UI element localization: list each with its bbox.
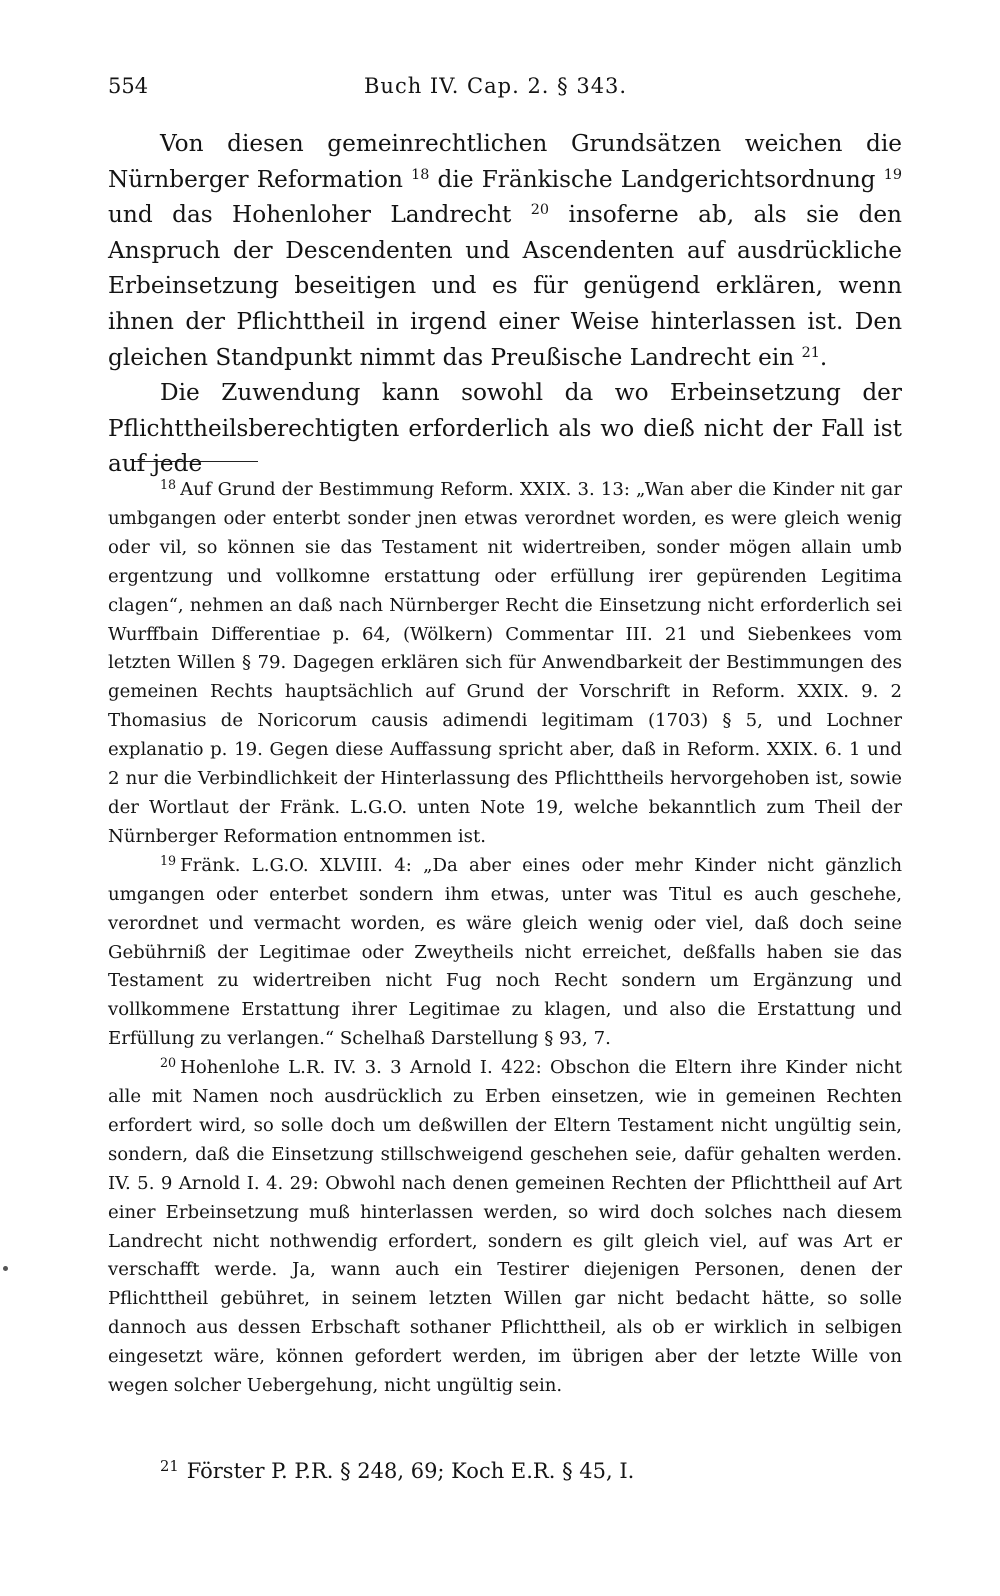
- footnote-number: 20: [160, 1055, 177, 1071]
- footnote: [108, 476, 902, 852]
- footnote: [160, 1456, 634, 1486]
- footnote-divider: [134, 461, 258, 462]
- scan-speck: [3, 1266, 8, 1271]
- footnote: [108, 1054, 902, 1401]
- page-number: 554: [108, 74, 149, 98]
- paragraph-text: die Fränkische Landgerichtsordnung: [429, 165, 876, 193]
- main-text: [108, 126, 902, 482]
- footnote-text: Hohenlohe L.R. IV. 3. 3 Arnold I. 422: Obschon die Eltern ihre Kinder nicht alle mit Namen noch ausdrücklich zu Erben einsetzen, wie in gemeinen Rechten erfordert wird, so solle doch um deßwillen der Eltern Testament nicht ungültig sein, sondern, daß die Einsetzung stillschweigend geschehen seie, dafür gehalten werden. IV. 5. 9 Arnold I. 4. 29: Obwohl nach denen gemeinen Rechten der Pflichttheil auf Art einer Erbeinsetzung muß hinterlassen werden, so wird doch solches nach diesem Landrecht nicht nothwendig erfordert, sondern es gilt gleich viel, auf was Art er verschafft werde. Ja, wann auch ein Testirer diejenigen Personen, denen der Pflichttheil gebühret, in seinem letzten Willen gar nicht bedacht hätte, so solle dannoch aus dessen Erbschaft sothaner Pflichttheil, als ob er wirklich in selbigen eingesetzt wäre, können gefordert werden, im übrigen aber der letzte Wille von wegen solcher Uebergehung, nicht ungültig sein.: [108, 1057, 902, 1397]
- paragraph-text: und das Hohenloher Landrecht: [108, 201, 512, 229]
- paragraph: [108, 126, 902, 375]
- footnote-reference: 20: [530, 202, 550, 219]
- footnote-reference: 18: [411, 166, 430, 183]
- footnote: [108, 852, 902, 1054]
- footnotes: [108, 476, 902, 1401]
- paragraph-text: .: [819, 343, 828, 371]
- running-head: Buch IV. Cap. 2. § 343.: [364, 74, 628, 98]
- footnote-text: Auf Grund der Bestimmung Reform. XXIX. 3. 13: „Wan aber die Kinder nit gar umbgangen oder enterbt sonder jnen etwas verordnet worden, es were gleich wenig oder vil, so können sie das Testament nit widertreiben, sonder mögen allain umb ergentzung und vollkomne erstattung oder erfüllung irer gepürenden Legitima clagen“, nehmen an daß nach Nürnberger Recht die Einsetzung nicht erforderlich sei Wurffbain Differentiae p. 64, (Wölkern) Commentar III. 21 und Siebenkees vom letzten Willen § 79. Dagegen erklären sich für Anwendbarkeit der Bestimmungen des gemeinen Rechts hauptsächlich auf Grund der Vorschrift in Reform. XXIX. 9. 2 Thomasius de Noricorum causis adimendi legitimam (1703) § 5, und Lochner explanatio p. 19. Gegen diese Auffassung spricht aber, daß in Reform. XXIX. 6. 1 und 2 nur die Verbindlichkeit der Hinterlassung des Pflichttheils hervorgehoben ist, sowie der Wortlaut der Fränk. L.G.O. unten Note 19, welche bekanntlich zum Theil der Nürnberger Reformation entnommen ist.: [108, 479, 902, 847]
- footnote-number: 19: [160, 853, 177, 869]
- footnote-reference: 19: [883, 166, 902, 183]
- footnote-reference: 21: [801, 344, 820, 361]
- footnote-number: 18: [160, 477, 177, 493]
- paragraph-text: insoferne ab, als sie den Anspruch der Descendenten und Ascendenten auf ausdrückliche Erbeinsetzung beseitigen und es für genügend erklären, wenn ihnen der Pflichttheil in irgend einer Weise hinterlassen ist. Den gleichen Standpunkt nimmt das Preußische Landrecht ein: [108, 201, 902, 371]
- paragraph-text: Von diesen gemeinrechtlichen Grundsätzen weichen die Nürnberger Reformation: [108, 130, 902, 193]
- footnote-text: Fränk. L.G.O. XLVIII. 4: „Da aber eines oder mehr Kinder nicht gänzlich umgangen oder enterbet sondern ihm etwas, unter was Titul es auch geschehe, verordnet und vermacht worden, es wäre gleich wenig oder viel, daß doch seine Gebührniß der Legitimae oder Zweytheils nicht erreichet, deßfalls haben sie das Testament zu widertreiben nicht Fug noch Recht sondern um Ergänzung und vollkommene Erstattung ihrer Legitimae zu klagen, und also die Erstattung und Erfüllung zu verlangen.“ Schelhaß Darstellung § 93, 7.: [108, 854, 902, 1050]
- paragraph: Die Zuwendung kann sowohl da wo Erbeinsetzung der Pflichttheilsberechtigten erforderlich als wo dieß nicht der Fall ist auf jede: [108, 379, 902, 478]
- footnote-text: Förster P. P.R. § 248, 69; Koch E.R. § 45, I.: [186, 1459, 635, 1483]
- page-header: [108, 74, 898, 106]
- footnote-number: 21: [160, 1458, 179, 1476]
